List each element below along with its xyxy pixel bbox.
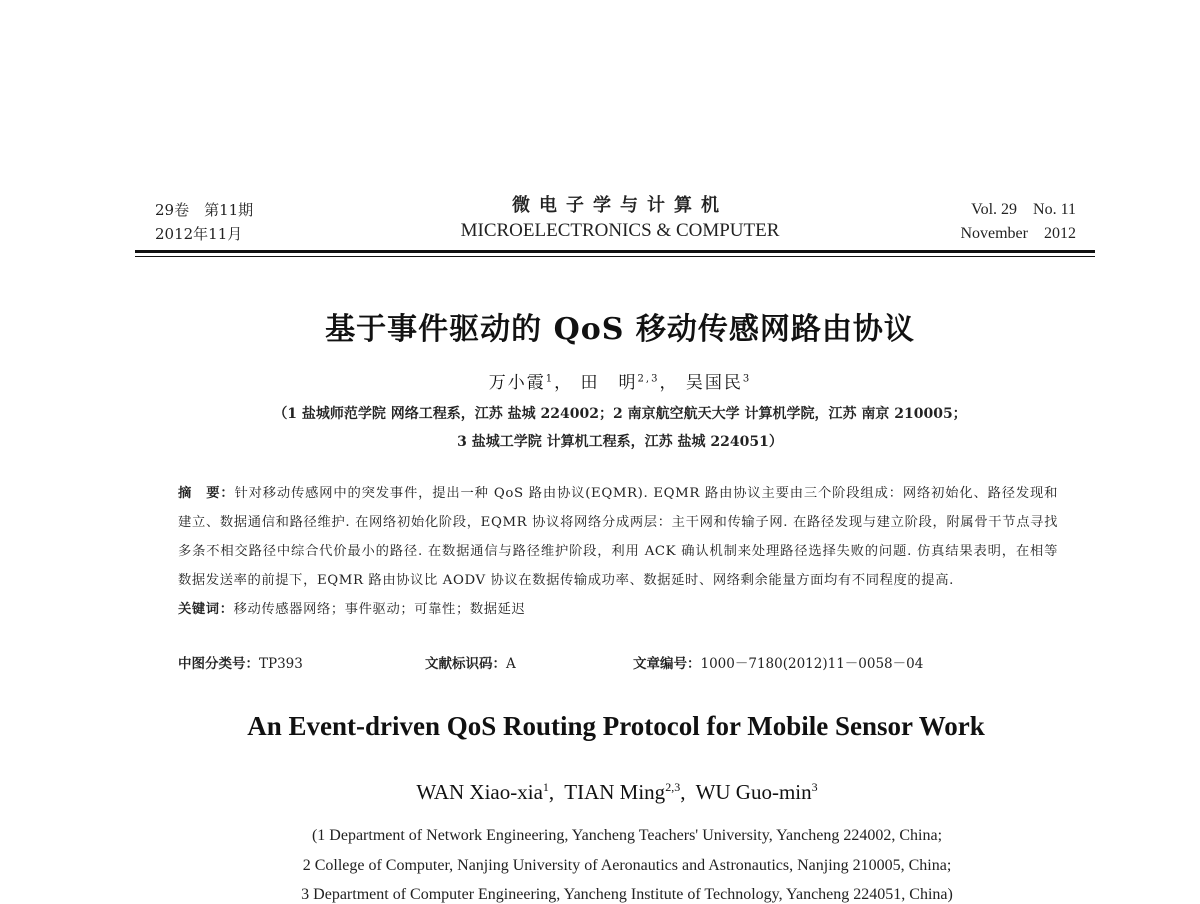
header-volume-info xyxy=(960,198,1076,246)
author-affil-mark: 2,3 xyxy=(665,780,681,794)
keywords-label: 关键词： xyxy=(178,602,234,617)
article-number xyxy=(633,652,923,672)
header-volume-issue: 29卷 第11期 xyxy=(155,201,254,219)
author-name-cn: 吴国民 xyxy=(685,373,743,393)
article-number-value: 1000－7180(2012)11－0058－04 xyxy=(700,656,924,672)
header-rule-thick xyxy=(135,250,1095,253)
author-affil-mark: 3 xyxy=(811,780,818,794)
keywords-paragraph xyxy=(178,595,1058,624)
clc-number xyxy=(178,652,303,672)
author-name-cn: 万小霞 xyxy=(488,373,546,393)
header-rule-thin xyxy=(135,256,1095,257)
paper-title-cn: 基于事件驱动的 QoS 移动传感网路由协议 xyxy=(325,312,915,347)
journal-name-en: MICROELECTRONICS & COMPUTER xyxy=(460,220,780,241)
author-affil-mark: 3 xyxy=(742,373,752,385)
affiliation-cn-line1: （1 盐城师范学院 网络工程系，江苏 盐城 224002；2 南京航空航天大学 计算机学院，江苏 南京 210005； xyxy=(273,406,967,422)
abstract-text: 针对移动传感网中的突发事件，提出一种 QoS 路由协议(EQMR). EQMR 路由协议主要由三个阶段组成：网络初始化、路径发现和建立、数据通信和路径维护. 在网络初始化阶段，EQMR 协议将网络分成两层：主干网和传输子网. 在路径发现与建立阶段，附属骨干节点寻找多条不相交路径中综合代价最小的路径. 在数据通信与路径维护阶段，利用 ACK 确认机制来处理路径选择失败的问题. 仿真结果表明，在相等数据发送率的前提下，EQMR 路由协议比 AODV 协议在数据传输成功率、数据延时、网络剩余能量方面均有不同程度的提高. xyxy=(178,486,1058,588)
paper-title-en: An Event-driven QoS Routing Protocol for Mobile Sensor Work xyxy=(247,711,985,741)
author-affil-mark: 1 xyxy=(545,373,555,385)
journal-name-cn: 微电子学与计算机 xyxy=(512,195,728,216)
author-name-en: WU Guo-min xyxy=(695,780,812,804)
header-date-cn: 2012年11月 xyxy=(155,225,243,243)
article-number-label: 文章编号： xyxy=(633,656,701,672)
document-code-value: A xyxy=(506,656,516,672)
abstract-label: 摘 要： xyxy=(178,486,235,501)
clc-label: 中图分类号： xyxy=(178,656,259,672)
author-list-cn: 万小霞$^1$， 田 明$^{2,3}$， 吴国民$^3$ xyxy=(488,373,752,393)
abstract-block xyxy=(178,479,1058,624)
author-name-en: TIAN Ming xyxy=(564,780,666,804)
author-name-cn: 田 明 xyxy=(580,373,638,393)
affiliation-en-line3: 3 Department of Computer Engineering, Yancheng Institute of Technology, Yancheng 224051, China) xyxy=(301,886,953,903)
document-code xyxy=(425,652,516,672)
document-code-label: 文献标识码： xyxy=(425,656,506,672)
affiliation-en-line2: 2 College of Computer, Nanjing University of Aeronautics and Astronautics, Nanjing 210005, China; xyxy=(302,857,952,874)
author-affil-mark: 1 xyxy=(542,780,549,794)
keywords-text: 移动传感器网络；事件驱动；可靠性；数据延迟 xyxy=(233,602,526,617)
abstract-paragraph xyxy=(178,479,1058,595)
author-list-en: WAN Xiao-xia$^1$, TIAN Ming$^{2,3}$, WU Guo-$\min^3$ xyxy=(416,780,818,804)
clc-value: TP393 xyxy=(259,656,303,672)
affiliation-en-line1: (1 Department of Network Engineering, Yancheng Teachers' University, Yancheng 224002, China; xyxy=(311,827,943,844)
author-affil-mark: 2,3 xyxy=(637,373,660,385)
affiliation-cn-line2: 3 盐城工学院 计算机工程系，江苏 盐城 224051） xyxy=(457,434,783,450)
header-date-en: November 2012 xyxy=(960,225,1076,242)
header-vol-no: Vol. 29 No. 11 xyxy=(971,201,1076,218)
author-name-en: WAN Xiao-xia xyxy=(416,780,543,804)
